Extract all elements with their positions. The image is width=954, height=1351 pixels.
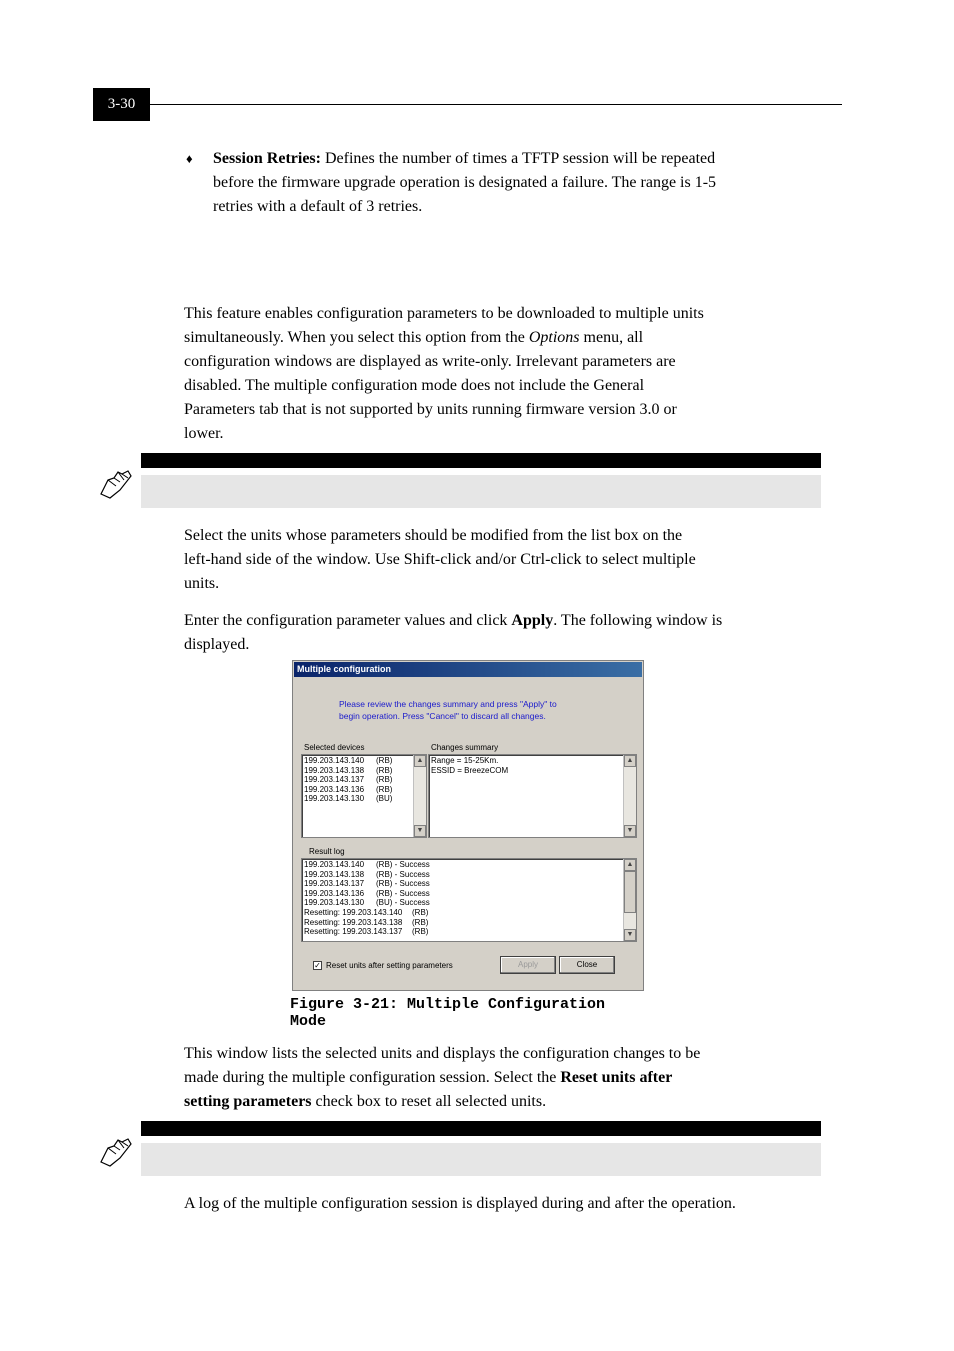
list-item-ip: 199.203.143.140 [304,860,365,869]
note-hand-icon [98,1136,136,1168]
list-item-status: (RB) - Success [376,860,430,869]
list-item[interactable] [302,785,426,795]
intro-paragraph [184,302,844,446]
list-item-ip: 199.203.143.137 [304,775,365,785]
list-item[interactable] [302,860,636,870]
window-line-1: This window lists the selected units and displays the configuration changes to be [184,1045,701,1062]
list-item-status: (RB) - Success [376,888,430,898]
apply-button[interactable]: Apply [500,956,556,974]
list-item-status: (BU) [376,794,393,804]
list-item-status: (RB) [376,765,393,775]
list-item-ip: 199.203.143.138 [304,869,365,879]
selected-devices-label: Selected devices [304,743,365,752]
dialog-message: Please review the changes summary and press "Apply" to begin operation. Press "Cancel" to discard all changes. [339,699,557,721]
scroll-down-icon[interactable]: ▼ [624,825,636,837]
multiple-configuration-dialog [292,660,644,991]
devices-scrollbar[interactable] [413,755,426,837]
dialog-title: Multiple configuration [294,662,642,677]
reset-units-label: Reset units after setting parameters [326,961,453,970]
list-item[interactable] [302,927,636,937]
change-item: Range = 15-25Km. [431,756,499,765]
log-scrollbar[interactable] [623,859,636,941]
list-item-ip: 199.203.143.138 [304,765,365,775]
figure-caption: Figure 3-21: Multiple Configuration Mode [290,996,606,1030]
intro-line-6: lower. [184,425,224,442]
list-item-status: (RB) [376,775,393,785]
list-item[interactable] [302,766,426,776]
reset-units-checkbox[interactable]: ✓ [314,961,321,970]
intro-line-3: configuration windows are displayed as write-only. Irrelevant parameters are [184,353,676,370]
window-line-2: made during the multiple configuration session. Select the Reset units after [184,1069,673,1086]
list-item-ip: Resetting: 199.203.143.137 [304,927,403,937]
bullet-marker: ♦ [186,151,193,166]
note-bar-2 [141,1121,821,1136]
session-retries-line-3: retries with a default of 3 retries. [213,198,423,215]
list-item-status: (RB) [376,784,393,794]
page-number: 3-30 [93,88,150,121]
note-box-1 [141,475,821,508]
changes-summary-label: Changes summary [431,743,499,752]
intro-line-1: This feature enables configuration parameters to be downloaded to multiple units [184,305,704,322]
select-line-3: units. [184,575,220,592]
list-item[interactable] [302,908,636,918]
session-retries-line-2: before the firmware upgrade operation is designated a failure. The range is 1-5 [213,174,717,191]
close-button[interactable]: Close [559,956,615,974]
list-item-status: (RB) [412,927,429,937]
select-line-1: Select the units whose parameters should be modified from the list box on the [184,527,683,544]
changes-summary-list[interactable] [428,754,637,838]
list-item[interactable] [302,870,636,880]
list-item-ip: 199.203.143.140 [304,756,365,765]
scroll-down-icon[interactable]: ▼ [624,929,636,941]
header-rule [150,104,842,105]
scroll-down-icon[interactable]: ▼ [414,825,426,837]
intro-line-5: Parameters tab that is not supported by units running firmware version 3.0 or [184,401,677,418]
intro-line-2: simultaneously. When you select this option from the Options menu, all [184,329,644,346]
list-item-status: (RB) [376,756,393,765]
list-item-ip: 199.203.143.136 [304,888,365,898]
list-item-status: (RB) [412,917,429,927]
list-item-ip: 199.203.143.137 [304,879,365,889]
list-item-ip: 199.203.143.130 [304,898,365,908]
select-paragraph [184,524,844,596]
select-line-2: left-hand side of the window. Use Shift-click and/or Ctrl-click to select multiple [184,551,696,568]
session-retries-term: Session Retries: [213,150,321,167]
result-log-label: Result log [309,847,345,856]
change-item: ESSID = BreezeCOM [431,765,509,775]
scroll-thumb[interactable] [624,871,636,913]
result-log-list[interactable] [301,858,637,942]
list-item[interactable] [302,756,426,766]
scroll-up-icon[interactable]: ▲ [624,755,636,767]
log-paragraph: A log of the multiple configuration session is displayed during and after the operation. [184,1195,736,1212]
list-item-ip: 199.203.143.136 [304,784,365,794]
list-item[interactable] [302,898,636,908]
note-box-2 [141,1143,821,1176]
list-item[interactable] [302,918,636,928]
enter-line-2: displayed. [184,636,250,653]
note-hand-icon [98,468,136,500]
list-item[interactable] [302,889,636,899]
intro-line-4: disabled. The multiple configuration mode does not include the General [184,377,645,394]
scroll-up-icon[interactable]: ▲ [414,755,426,767]
window-line-3: setting parameters check box to reset all selected units. [184,1093,547,1110]
list-item-ip: 199.203.143.130 [304,794,365,804]
list-item[interactable] [302,794,426,804]
list-item[interactable] [302,775,426,785]
list-item-status: (RB) - Success [376,879,430,889]
list-item-status: (RB) - Success [376,869,430,879]
list-item-status: (BU) - Success [376,898,430,908]
list-item-status: (RB) [412,907,429,917]
note-bar-1 [141,453,821,468]
list-item-ip: Resetting: 199.203.143.138 [304,917,403,927]
enter-paragraph [184,609,844,657]
window-paragraph [184,1042,844,1114]
enter-line-1: Enter the configuration parameter values and click Apply. The following window is [184,612,723,629]
list-item[interactable] [302,879,636,889]
session-retries-line-1: Defines the number of times a TFTP session will be repeated [324,150,716,167]
scroll-up-icon[interactable]: ▲ [624,859,636,871]
list-item-ip: Resetting: 199.203.143.140 [304,907,403,917]
session-retries-item [213,147,853,219]
selected-devices-list[interactable] [301,754,427,838]
changes-scrollbar[interactable] [623,755,636,837]
